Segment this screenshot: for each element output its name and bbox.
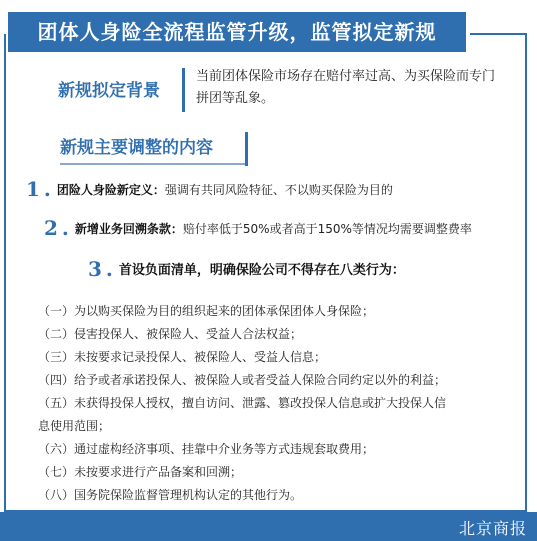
background-label: 新规拟定背景: [58, 81, 160, 101]
main-title-underline: [60, 163, 246, 165]
point-heading: 团险人身险新定义：: [56, 183, 165, 197]
main-title-divider: [245, 132, 248, 166]
page-title: 团体人身险全流程监管升级，监管拟定新规: [8, 12, 466, 52]
footer-bar: [0, 512, 537, 541]
point-dot: .: [43, 177, 51, 201]
list-item: （六）通过虚构经济事项、挂靠中介业务等方式违规套取费用；: [38, 442, 375, 456]
frame-right-line: [525, 33, 527, 512]
list-item: （四）给予或者承诺投保人、被保险人或者受益人保险合同约定以外的利益；: [38, 373, 447, 387]
list-item: （八）国务院保险监督管理机构认定的其他行为。: [38, 488, 303, 502]
background-text: 当前团体保险市场存在赔付率过高、为买保险而专门拼团等乱象。: [196, 69, 496, 106]
point-body: 赔付率低于50%或者高于150%等情况均需要调整费率: [182, 222, 472, 236]
point-number: 2: [44, 216, 58, 240]
list-item: （二）侵害投保人、被保险人、受益人合法权益；: [38, 327, 303, 341]
point-1: [26, 177, 393, 201]
point-number: 1: [26, 177, 40, 201]
frame-left-line: [4, 34, 6, 512]
point-heading: 新增业务回溯条款：: [74, 222, 183, 236]
point-2: [44, 216, 472, 240]
point-number: 3: [88, 257, 102, 281]
footer-brand: 北京商报: [458, 519, 527, 538]
main-section-title: 新规主要调整的内容: [60, 138, 213, 158]
point-3: [88, 257, 405, 281]
list-item: （七）未按要求进行产品备案和回溯；: [38, 465, 243, 479]
point-dot: .: [61, 216, 69, 240]
point-dot: .: [105, 257, 113, 281]
list-item: （三）未按要求记录投保人、被保险人、受益人信息；: [38, 350, 327, 364]
list-item: （五）未获得投保人授权，擅自访问、泄露、篡改投保人信息或扩大投保人信: [38, 396, 447, 410]
point-body: 强调有共同风险特征、不以购买保险为目的: [164, 183, 393, 197]
list-item: 息使用范围；: [38, 419, 111, 433]
background-divider: [182, 68, 185, 112]
frame-top-right-line: [470, 33, 527, 35]
list-item: （一）为以购买保险为目的组织起来的团体承保团体人身保险；: [38, 304, 375, 318]
prohibited-behaviors-list: [38, 300, 518, 507]
point-heading: 首设负面清单，明确保险公司不得存在八类行为：: [118, 263, 405, 278]
